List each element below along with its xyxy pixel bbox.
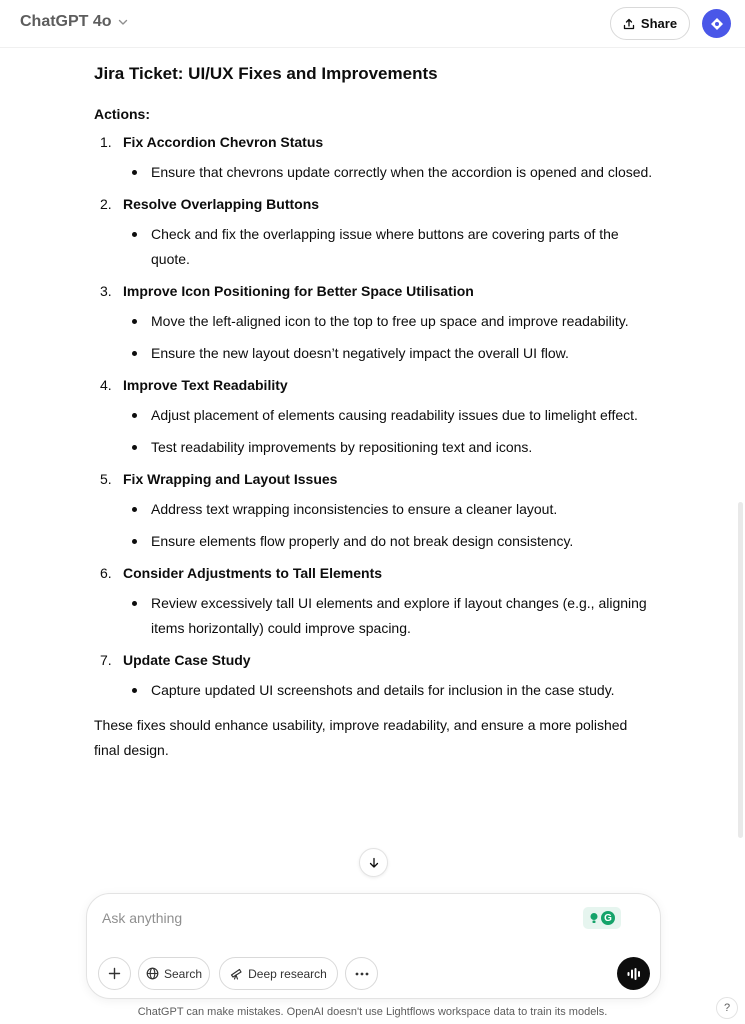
- bullet-item: Ensure elements flow properly and do not break design consistency.: [123, 529, 654, 554]
- action-item: [94, 192, 654, 272]
- bullet-item: Address text wrapping inconsistencies to ensure a cleaner layout.: [123, 497, 654, 522]
- add-button[interactable]: [98, 957, 131, 990]
- avatar[interactable]: [702, 9, 731, 38]
- action-number: 3.: [100, 283, 112, 299]
- action-number: 2.: [100, 196, 112, 212]
- avatar-icon: [710, 17, 724, 31]
- actions-heading: Actions:: [94, 106, 150, 122]
- action-title: Improve Icon Positioning for Better Space Utilisation: [123, 283, 474, 299]
- search-label: Search: [163, 966, 203, 981]
- more-tools-button[interactable]: [345, 957, 378, 990]
- action-item: [94, 648, 654, 703]
- action-title: Improve Text Readability: [123, 377, 288, 393]
- voice-mode-button[interactable]: [617, 957, 650, 990]
- scrollbar[interactable]: [738, 502, 743, 838]
- action-bullets: [123, 309, 654, 366]
- action-bullets: [123, 591, 654, 641]
- action-bullets: [123, 678, 654, 703]
- bullet-item: Review excessively tall UI elements and explore if layout changes (e.g., aligning items horizontally) could improve spacing.: [123, 591, 654, 641]
- action-number: 4.: [100, 377, 112, 393]
- bullet-item: Ensure the new layout doesn’t negatively impact the overall UI flow.: [123, 341, 654, 366]
- disclaimer-text: ChatGPT can make mistakes. OpenAI doesn't use Lightflows workspace data to train its models.: [137, 1006, 608, 1018]
- action-bullets: [123, 497, 654, 554]
- action-item: [94, 561, 654, 641]
- bullet-item: Capture updated UI screenshots and details for inclusion in the case study.: [123, 678, 654, 703]
- model-name: ChatGPT 4o: [20, 13, 112, 30]
- deep-research-button[interactable]: [219, 957, 338, 990]
- share-button[interactable]: [610, 7, 690, 40]
- action-title: Update Case Study: [123, 652, 251, 668]
- action-bullets: [123, 222, 654, 272]
- actions-list: [94, 130, 654, 703]
- search-button[interactable]: [138, 957, 210, 990]
- action-title: Consider Adjustments to Tall Elements: [123, 565, 383, 581]
- assistant-message: [94, 60, 654, 763]
- action-title: Fix Accordion Chevron Status: [123, 134, 324, 150]
- share-icon: [623, 18, 635, 30]
- bullet-item: Check and fix the overlapping issue where buttons are covering parts of the quote.: [123, 222, 654, 272]
- scroll-down-button[interactable]: [359, 848, 388, 877]
- prompt-input[interactable]: [102, 907, 562, 929]
- action-bullets: [123, 160, 654, 185]
- action-item: [94, 279, 654, 366]
- globe-icon: [146, 967, 159, 980]
- grammarly-icon: G: [601, 911, 615, 925]
- summary-text: These fixes should enhance usability, improve readability, and ensure a more polished final design.: [94, 717, 628, 758]
- action-number: 7.: [100, 652, 112, 668]
- action-number: 6.: [100, 565, 112, 581]
- telescope-icon: [230, 967, 243, 980]
- composer: [86, 893, 661, 999]
- action-item: [94, 467, 654, 554]
- action-title: Fix Wrapping and Layout Issues: [123, 471, 338, 487]
- chevron-down-icon: [118, 17, 128, 27]
- share-label: Share: [640, 16, 678, 31]
- bullet-item: Test readability improvements by repositioning text and icons.: [123, 435, 654, 460]
- voice-icon: [626, 967, 642, 981]
- help-button[interactable]: ?: [716, 997, 738, 1019]
- more-icon: [355, 972, 369, 976]
- action-number: 1.: [100, 134, 112, 150]
- bullet-item: Move the left-aligned icon to the top to free up space and improve readability.: [123, 309, 654, 334]
- deep-research-label: Deep research: [248, 966, 327, 981]
- plus-icon: [108, 967, 121, 980]
- action-title: Resolve Overlapping Buttons: [123, 196, 320, 212]
- bullet-item: Adjust placement of elements causing readability issues due to limelight effect.: [123, 403, 654, 428]
- lightbulb-icon: [589, 912, 599, 924]
- arrow-down-icon: [368, 857, 380, 869]
- model-selector[interactable]: [20, 13, 128, 31]
- action-item: [94, 130, 654, 185]
- action-bullets: [123, 403, 654, 460]
- action-item: [94, 373, 654, 460]
- bullet-item: Ensure that chevrons update correctly when the accordion is opened and closed.: [123, 160, 654, 185]
- grammarly-widget[interactable]: [583, 907, 621, 929]
- action-number: 5.: [100, 471, 112, 487]
- top-bar: [0, 0, 745, 48]
- document-title: Jira Ticket: UI/UX Fixes and Improvements: [94, 64, 438, 83]
